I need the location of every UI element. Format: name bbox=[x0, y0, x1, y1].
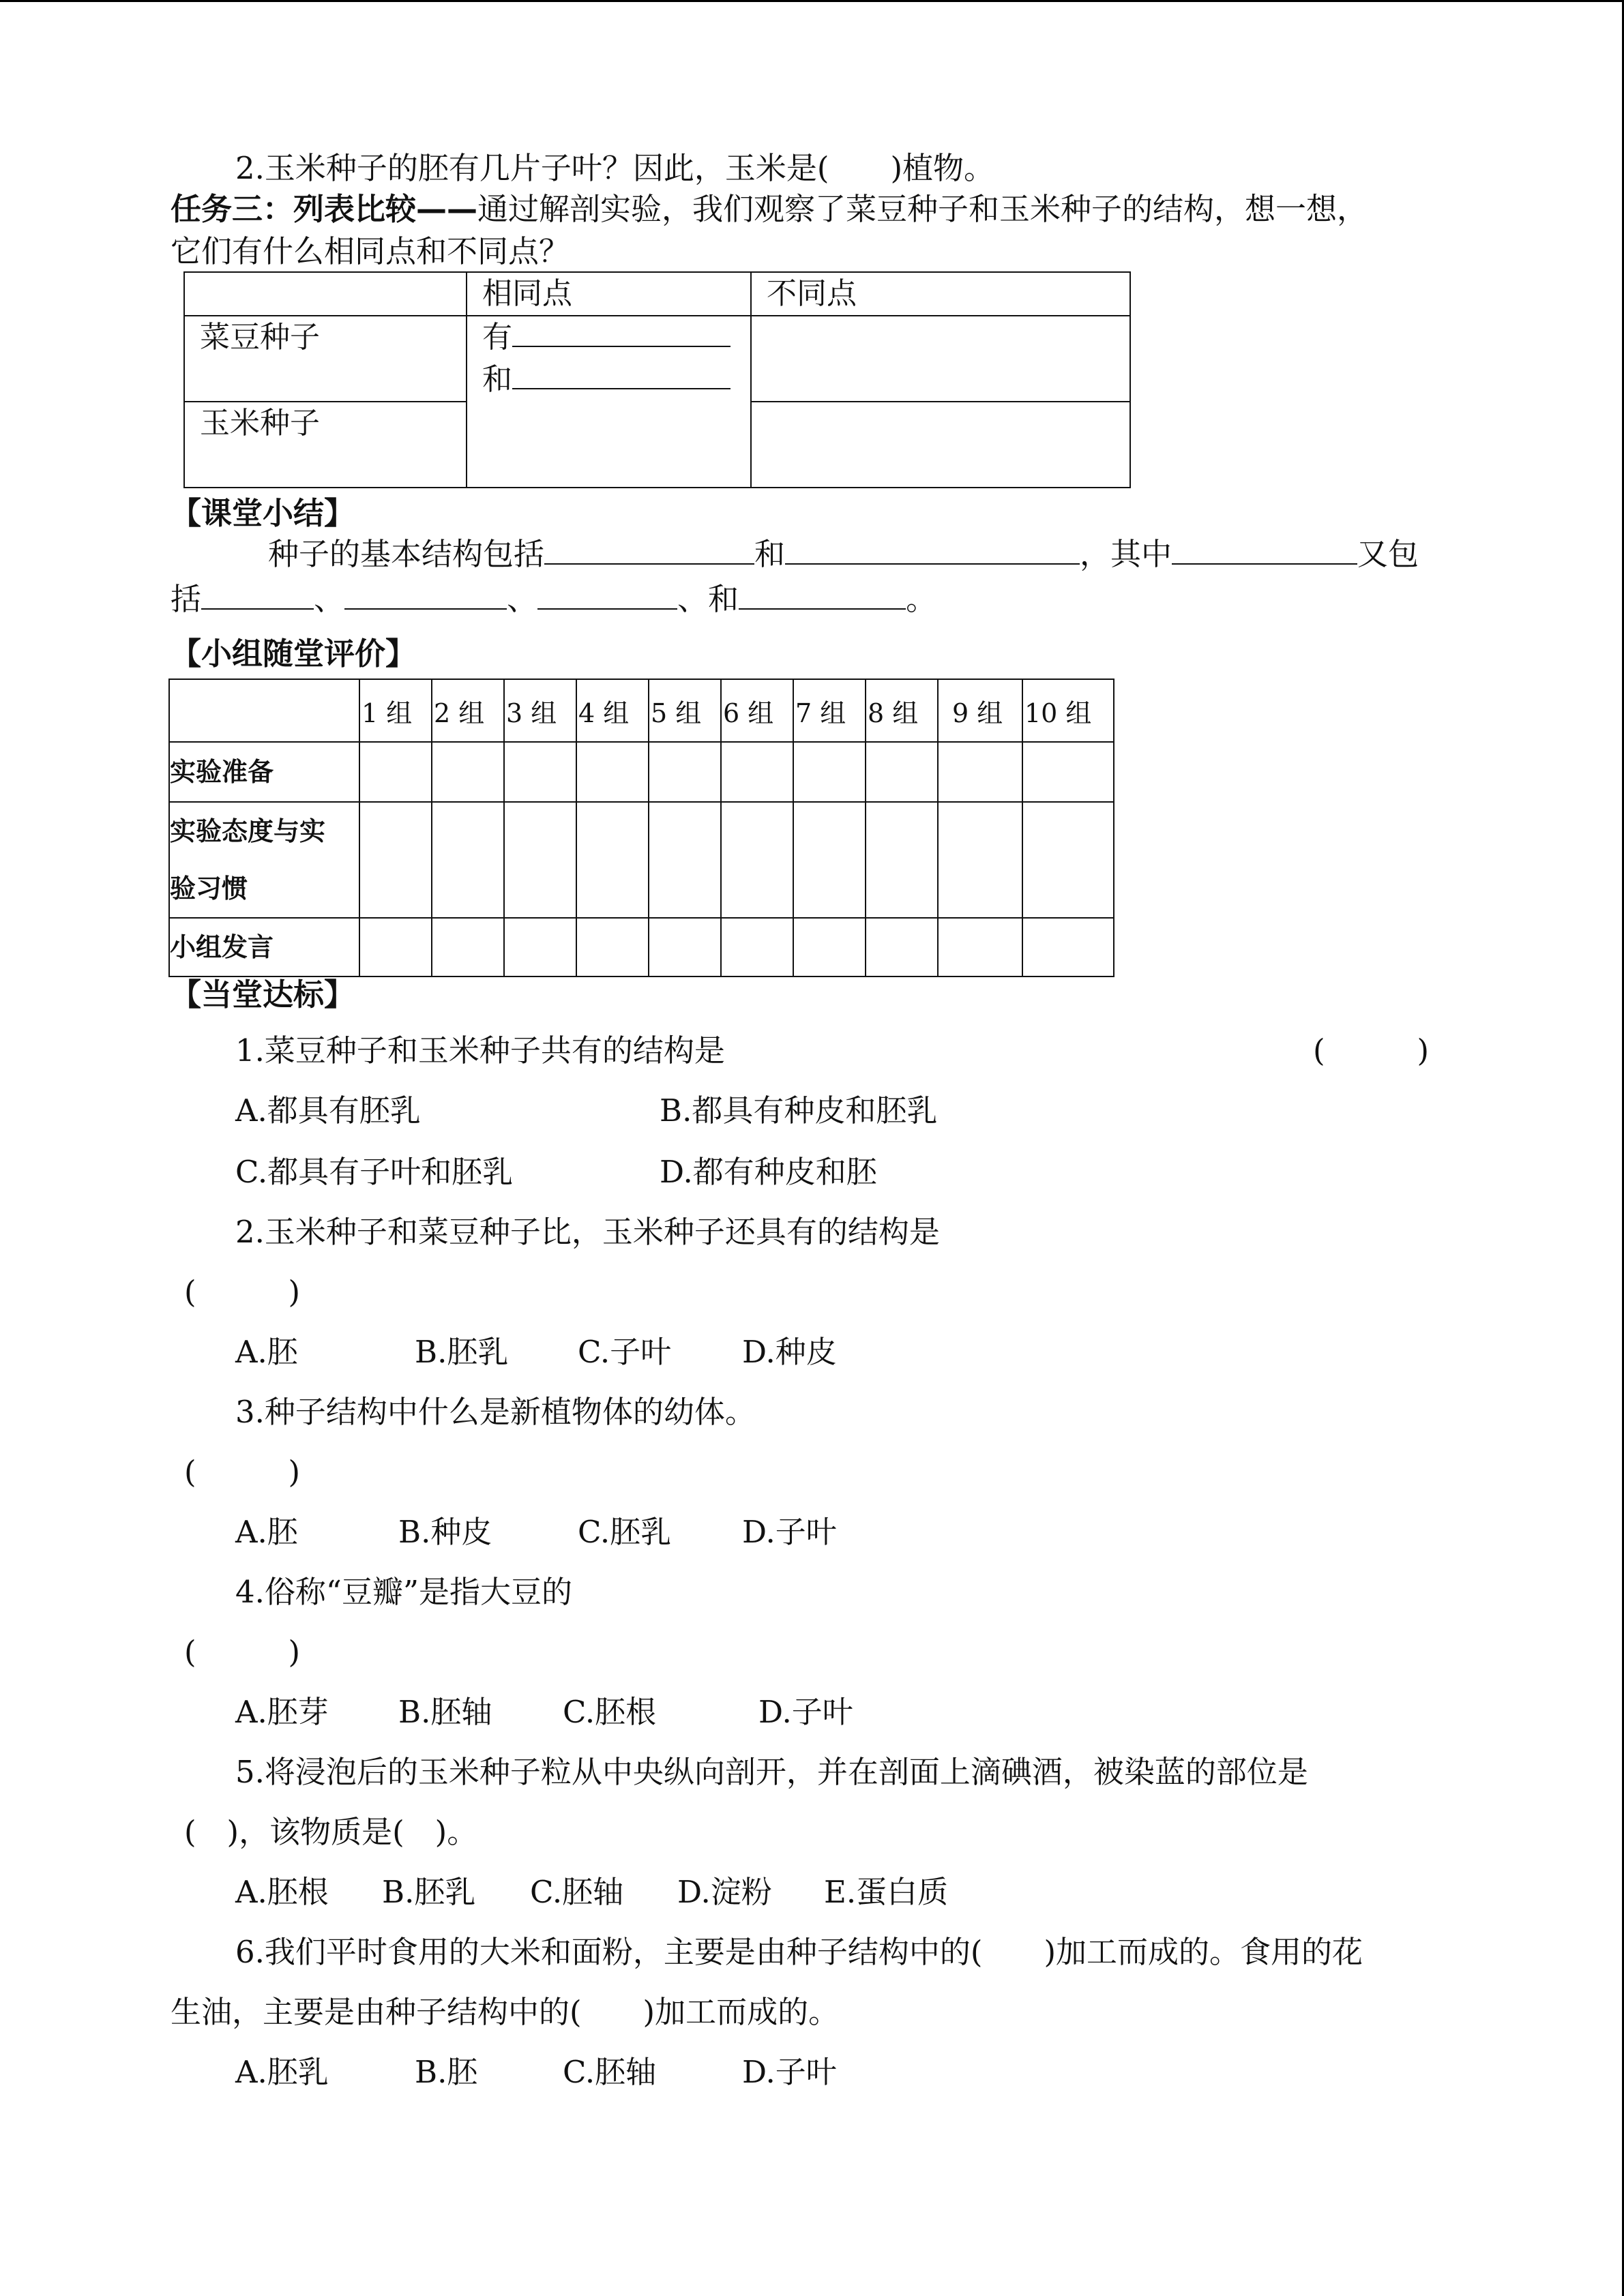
q1-text: 1.菜豆种子和玉米种子共有的结构是 bbox=[235, 1032, 725, 1069]
eval-group-7: 7 组 bbox=[793, 679, 866, 742]
eval-cell[interactable] bbox=[793, 918, 866, 976]
summary-blank-4[interactable] bbox=[201, 581, 314, 610]
eval-group-9: 9 组 bbox=[938, 679, 1022, 742]
q6-option-c[interactable]: C.胚轴 bbox=[563, 2054, 657, 2090]
q2-text: 2.玉米种子和菜豆种子比，玉米种子还具有的结构是 bbox=[235, 1214, 940, 1250]
eval-cell[interactable] bbox=[504, 742, 576, 802]
eval-cell[interactable] bbox=[649, 918, 721, 976]
evaluation-table bbox=[168, 679, 1114, 977]
q3-option-d[interactable]: D.子叶 bbox=[742, 1514, 837, 1550]
q5-option-c[interactable]: C.胚轴 bbox=[530, 1874, 624, 1910]
summary-blank-1[interactable] bbox=[544, 536, 754, 565]
q6-option-d[interactable]: D.子叶 bbox=[742, 2054, 837, 2090]
compare-row-corn: 玉米种子 bbox=[184, 402, 467, 488]
page-top-border bbox=[0, 0, 1624, 2]
q4-bracket[interactable]: ( ) bbox=[184, 1634, 301, 1670]
eval-group-3: 3 组 bbox=[504, 679, 576, 742]
eval-cell[interactable] bbox=[576, 918, 649, 976]
q4-text: 4.俗称“豆瓣”是指大豆的 bbox=[235, 1574, 572, 1610]
q6-text-line2: 生油，主要是由种子结构中的( )加工而成的。 bbox=[171, 1994, 840, 2030]
eval-cell[interactable] bbox=[793, 742, 866, 802]
eval-cell[interactable] bbox=[576, 802, 649, 918]
q5-option-d[interactable]: D.淀粉 bbox=[677, 1874, 772, 1910]
q4-option-c[interactable]: C.胚根 bbox=[563, 1694, 657, 1730]
task2-question-2: 2.玉米种子的胚有几片子叶？因此，玉米是( )植物。 bbox=[235, 150, 995, 186]
eval-cell[interactable] bbox=[1022, 802, 1114, 918]
q2-option-a[interactable]: A.胚 bbox=[235, 1334, 298, 1370]
eval-cell[interactable] bbox=[504, 802, 576, 918]
q6-option-a[interactable]: A.胚乳 bbox=[235, 2054, 329, 2090]
compare-diff-corn[interactable] bbox=[751, 402, 1130, 488]
eval-cell[interactable] bbox=[1022, 742, 1114, 802]
q2-bracket[interactable]: ( ) bbox=[184, 1274, 301, 1310]
q5-text-line2: ( )，该物质是( )。 bbox=[184, 1814, 478, 1850]
eval-row-attitude bbox=[169, 802, 359, 918]
eval-row-attitude-line1: 实验态度与实 bbox=[170, 816, 326, 846]
task3-title: 任务三：列表比较—— bbox=[171, 191, 478, 227]
eval-cell[interactable] bbox=[866, 918, 938, 976]
eval-cell[interactable] bbox=[721, 918, 793, 976]
q5-option-b[interactable]: B.胚乳 bbox=[382, 1874, 476, 1910]
eval-cell[interactable] bbox=[793, 802, 866, 918]
compare-header-empty bbox=[184, 272, 467, 316]
q5-text-line1: 5.将浸泡后的玉米种子粒从中央纵向剖开，并在剖面上滴碘酒，被染蓝的部位是 bbox=[235, 1754, 1308, 1790]
summary-blank-2[interactable] bbox=[785, 536, 1080, 565]
q6-text-line1: 6.我们平时食用的大米和面粉，主要是由种子结构中的( )加工而成的。食用的花 bbox=[235, 1934, 1363, 1970]
q4-option-a[interactable]: A.胚芽 bbox=[235, 1694, 329, 1730]
q2-option-c[interactable]: C.子叶 bbox=[578, 1334, 672, 1370]
eval-cell[interactable] bbox=[649, 802, 721, 918]
eval-group-1: 1 组 bbox=[359, 679, 432, 742]
eval-cell[interactable] bbox=[721, 802, 793, 918]
summary-blank-7[interactable] bbox=[739, 581, 906, 610]
eval-cell[interactable] bbox=[866, 802, 938, 918]
eval-cell[interactable] bbox=[359, 802, 432, 918]
compare-diff-bean[interactable] bbox=[751, 316, 1130, 402]
q5-option-e[interactable]: E.蛋白质 bbox=[824, 1874, 949, 1910]
summary-blank-6[interactable] bbox=[537, 581, 677, 610]
q2-option-d[interactable]: D.种皮 bbox=[742, 1334, 837, 1370]
eval-cell[interactable] bbox=[721, 742, 793, 802]
same-blank-2[interactable] bbox=[512, 361, 730, 389]
task3-text2: 它们有什么相同点和不同点？ bbox=[171, 233, 570, 269]
same-line-1: 有 bbox=[482, 316, 750, 359]
comparison-table bbox=[183, 271, 1131, 488]
eval-row-speech: 小组发言 bbox=[169, 918, 359, 976]
q1-option-c[interactable]: C.都具有子叶和胚乳 bbox=[235, 1154, 514, 1190]
summary-blank-5[interactable] bbox=[344, 581, 507, 610]
eval-group-2: 2 组 bbox=[432, 679, 504, 742]
eval-row-preparation: 实验准备 bbox=[169, 742, 359, 802]
summary-blank-3[interactable] bbox=[1172, 536, 1357, 565]
q3-bracket[interactable]: ( ) bbox=[184, 1454, 301, 1490]
q4-option-b[interactable]: B.胚轴 bbox=[398, 1694, 492, 1730]
q6-option-b[interactable]: B.胚 bbox=[415, 2054, 478, 2090]
same-blank-1[interactable] bbox=[512, 318, 730, 347]
eval-cell[interactable] bbox=[1022, 918, 1114, 976]
eval-group-4: 4 组 bbox=[576, 679, 649, 742]
q4-option-d[interactable]: D.子叶 bbox=[758, 1694, 853, 1730]
eval-row-attitude-line2: 验习惯 bbox=[170, 874, 248, 904]
eval-cell[interactable] bbox=[576, 742, 649, 802]
compare-row-bean: 菜豆种子 bbox=[184, 316, 467, 402]
eval-cell[interactable] bbox=[432, 918, 504, 976]
eval-cell[interactable] bbox=[359, 918, 432, 976]
q5-option-a[interactable]: A.胚根 bbox=[235, 1874, 329, 1910]
eval-group-6: 6 组 bbox=[721, 679, 793, 742]
compare-header-diff: 不同点 bbox=[751, 272, 1130, 316]
eval-cell[interactable] bbox=[504, 918, 576, 976]
eval-header-empty bbox=[169, 679, 359, 742]
eval-cell[interactable] bbox=[432, 802, 504, 918]
eval-cell[interactable] bbox=[938, 742, 1022, 802]
q1-option-d[interactable]: D.都有种皮和胚 bbox=[660, 1154, 877, 1190]
compare-same-cell bbox=[467, 316, 751, 488]
task3-text1: 通过解剖实验，我们观察了菜豆种子和玉米种子的结构，想一想， bbox=[477, 191, 1368, 227]
eval-cell[interactable] bbox=[938, 802, 1022, 918]
same-line-2: 和 bbox=[482, 359, 750, 401]
q3-option-a[interactable]: A.胚 bbox=[235, 1514, 298, 1550]
eval-cell[interactable] bbox=[359, 742, 432, 802]
summary-line1: 种子的基本结构包括 和 ，其中 又包 bbox=[268, 536, 1419, 572]
task3-line1 bbox=[171, 188, 1368, 230]
eval-group-5: 5 组 bbox=[649, 679, 721, 742]
q3-option-c[interactable]: C.胚乳 bbox=[578, 1514, 672, 1550]
evaluation-heading: 【小组随堂评价】 bbox=[171, 636, 417, 672]
eval-cell[interactable] bbox=[649, 742, 721, 802]
eval-cell[interactable] bbox=[866, 742, 938, 802]
compare-header-same: 相同点 bbox=[467, 272, 751, 316]
summary-line2: 括 、 、 、和 。 bbox=[171, 581, 937, 617]
eval-group-10: 10 组 bbox=[1022, 679, 1114, 742]
q1-option-b[interactable]: B.都具有种皮和胚乳 bbox=[660, 1092, 938, 1129]
quiz-heading: 【当堂达标】 bbox=[171, 976, 355, 1013]
q1-bracket[interactable]: ( ) bbox=[1313, 1032, 1430, 1069]
q1-option-a[interactable]: A.都具有胚乳 bbox=[235, 1092, 421, 1129]
q3-option-b[interactable]: B.种皮 bbox=[398, 1514, 492, 1550]
summary-heading: 【课堂小结】 bbox=[171, 495, 355, 531]
q3-text: 3.种子结构中什么是新植物体的幼体。 bbox=[235, 1394, 756, 1430]
eval-group-8: 8 组 bbox=[866, 679, 938, 742]
eval-cell[interactable] bbox=[432, 742, 504, 802]
q2-option-b[interactable]: B.胚乳 bbox=[415, 1334, 509, 1370]
eval-cell[interactable] bbox=[938, 918, 1022, 976]
